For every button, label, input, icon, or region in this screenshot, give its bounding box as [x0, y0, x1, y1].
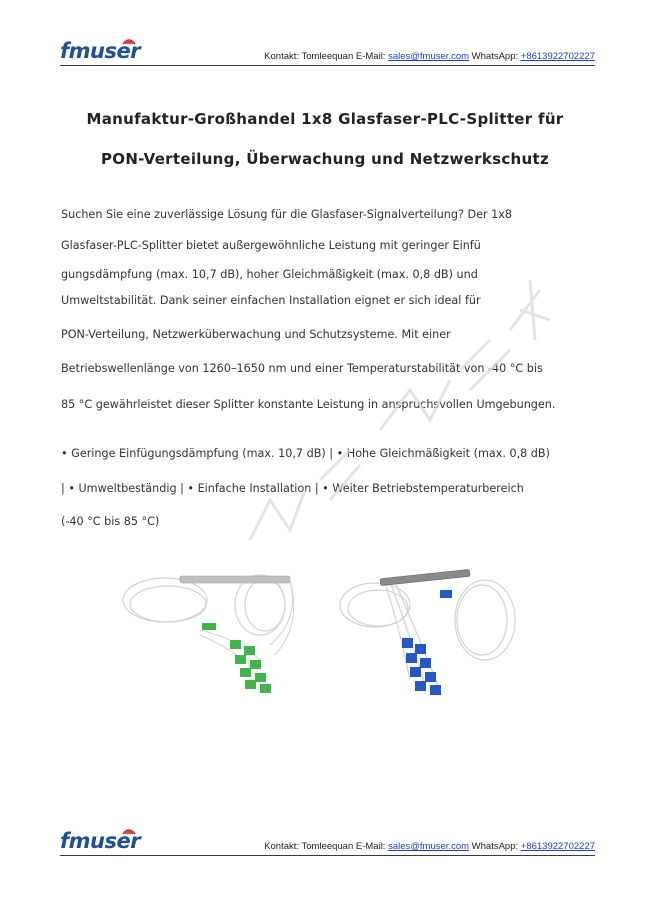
body-line: gungsdämpfung (max. 10,7 dB), hoher Gleichmäßigkeit (max. 0,8 dB) und	[61, 268, 478, 281]
phone-link[interactable]: +8613922702227	[520, 51, 595, 62]
contact-info: Kontakt: Tomleequan E-Mail: sales@fmuser.com WhatsApp: +8613922702227	[264, 51, 595, 62]
signal-waves-icon	[120, 822, 138, 836]
header-divider	[60, 65, 595, 66]
contact-info: Kontakt: Tomleequan E-Mail: sales@fmuser.com WhatsApp: +8613922702227	[264, 841, 595, 852]
email-link[interactable]: sales@fmuser.com	[388, 841, 470, 852]
fmuser-logo: fmuser	[60, 829, 141, 853]
body-line: Betriebswellenlänge von 1260–1650 nm und einer Temperaturstabilität von -40 °C bis	[61, 362, 543, 375]
page-title-line-2: PON-Verteilung, Überwachung und Netzwerkschutz	[100, 150, 550, 168]
feature-line: | • Umweltbeständig | • Einfache Installation | • Weiter Betriebstemperaturbereich	[61, 482, 524, 495]
splitter-body	[180, 576, 290, 583]
body-line: Umweltstabilität. Dank seiner einfachen Installation eignet er sich ideal für	[61, 294, 481, 307]
email-link[interactable]: sales@fmuser.com	[388, 51, 470, 62]
fmuser-logo: fmuser	[60, 39, 141, 63]
footer-divider	[60, 855, 595, 856]
signal-waves-icon	[120, 32, 138, 46]
page-footer	[60, 826, 595, 856]
page-title-line-1: Manufaktur-Großhandel 1x8 Glasfaser-PLC-Splitter für	[86, 110, 564, 128]
phone-link[interactable]: +8613922702227	[520, 841, 595, 852]
body-line: 85 °C gewährleistet dieser Splitter konstante Leistung in anspruchsvollen Umgebungen.	[61, 398, 556, 411]
body-line: Suchen Sie eine zuverlässige Lösung für die Glasfaser-Signalverteilung? Der 1x8	[61, 208, 512, 221]
page-header	[60, 36, 595, 66]
feature-line: • Geringe Einfügungsdämpfung (max. 10,7 dB) | • Hohe Gleichmäßigkeit (max. 0,8 dB)	[61, 447, 550, 460]
product-photo-plc-splitters	[110, 560, 540, 710]
feature-line: (-40 °C bis 85 °C)	[61, 515, 160, 528]
body-line: PON-Verteilung, Netzwerküberwachung und Schutzsysteme. Mit einer	[61, 328, 451, 341]
body-line: Glasfaser-PLC-Splitter bietet außergewöhnliche Leistung mit geringer Einfü	[61, 239, 481, 252]
connector-green	[202, 623, 216, 630]
